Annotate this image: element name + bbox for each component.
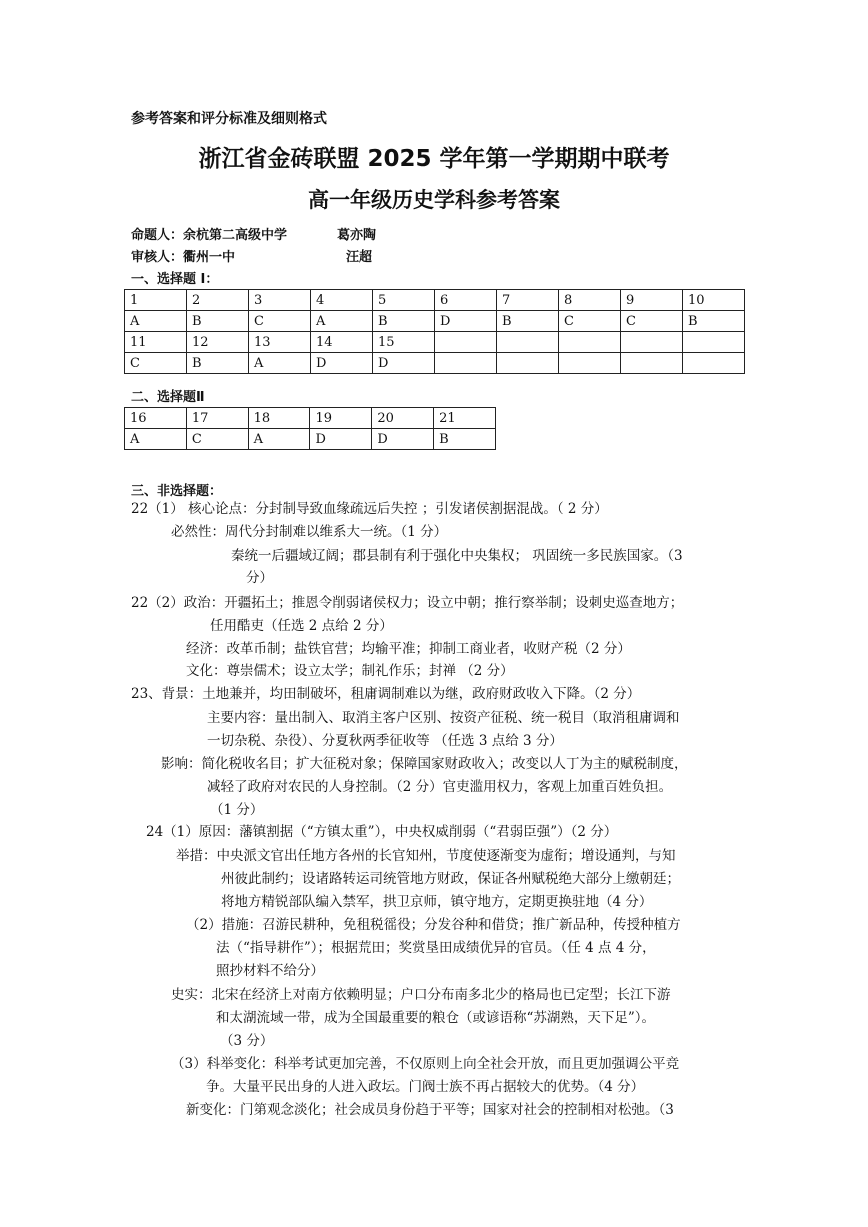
answer-table-2-cell: D bbox=[372, 429, 434, 450]
answer-table-1-cell bbox=[620, 353, 682, 374]
answer-line: （2）措施：召游民耕种，免租税徭役；分发谷种和借贷；推广新品种，传授种植方 bbox=[186, 917, 681, 933]
answer-line: 必然性：周代分封制难以维系大一统。（1 分） bbox=[171, 524, 448, 540]
answer-table-1-cell: D bbox=[373, 353, 435, 374]
answer-table-2-cell: B bbox=[434, 429, 496, 450]
answer-line: 任用酷吏（任选 2 点给 2 分） bbox=[210, 618, 393, 634]
answer-line: 将地方精锐部队编入禁军，拱卫京师，镇守地方，定期更换驻地（4 分） bbox=[221, 894, 653, 910]
answer-table-1-cell: 14 bbox=[311, 332, 373, 353]
answer-table-1-cell bbox=[620, 332, 682, 353]
section3-heading: 三、非选择题： bbox=[131, 484, 223, 499]
answer-table-1-cell: C bbox=[125, 353, 187, 374]
answer-line: 影响：简化税收名目；扩大征税对象；保障国家财政收入；改变以人丁为主的赋税制度， bbox=[161, 756, 688, 772]
answer-table-2-cell: 19 bbox=[310, 408, 372, 429]
answer-table-1-row bbox=[125, 332, 745, 353]
answer-table-1-cell bbox=[558, 353, 620, 374]
answer-table-1-cell: 5 bbox=[373, 290, 435, 311]
section2-heading: 二、选择题Ⅱ bbox=[131, 390, 205, 405]
answer-table-1-cell: 13 bbox=[249, 332, 311, 353]
answer-table-1 bbox=[124, 289, 745, 374]
answer-line: 州彼此制约；设诸路转运司统管地方财政，保证各州赋税绝大部分上缴朝廷； bbox=[221, 871, 680, 887]
answer-line: （3 分） bbox=[220, 1033, 274, 1049]
answer-line: 法（“指导耕作”）；根据荒田；奖赏垦田成绩优异的官员。（任 4 点 4 分， bbox=[216, 940, 656, 956]
answer-line: 经济：改革币制；盐铁官营；均输平准；抑制工商业者，收财产税（2 分） bbox=[186, 641, 631, 657]
answer-table-1-cell: 1 bbox=[125, 290, 187, 311]
answer-table-1-cell: 10 bbox=[682, 290, 744, 311]
answer-table-1-cell bbox=[682, 353, 744, 374]
answer-table-2-cell: C bbox=[186, 429, 248, 450]
page-subtitle: 高一年级历史学科参考答案 bbox=[308, 188, 560, 212]
answer-table-2 bbox=[124, 407, 496, 450]
answer-table-1-cell: 8 bbox=[558, 290, 620, 311]
section1-heading: 一、选择题 I： bbox=[131, 272, 219, 287]
setter-label: 命题人：余杭第二高级中学 bbox=[131, 228, 288, 243]
answer-table-1-cell: A bbox=[125, 311, 187, 332]
answer-line: （3）科举变化：科举考试更加完善，不仅原则上向全社会开放，而且更加强调公平竞 bbox=[171, 1056, 680, 1072]
answer-line: 争。大量平民出身的人进入政坛。门阀士族不再占据较大的优势。（4 分） bbox=[206, 1079, 645, 1095]
answer-table-2-cell: A bbox=[248, 429, 310, 450]
format-label: 参考答案和评分标准及细则格式 bbox=[131, 111, 327, 127]
answer-table-2-cell: D bbox=[310, 429, 372, 450]
answer-line: 22（1） 核心论点：分封制导致血缘疏远后失控 ；引发诸侯割据混战。（ 2 分） bbox=[131, 501, 608, 517]
setter-name: 葛亦陶 bbox=[337, 228, 377, 243]
answer-table-1-cell: 7 bbox=[496, 290, 558, 311]
page-title: 浙江省金砖联盟 2025 学年第一学期期中联考 bbox=[198, 146, 670, 172]
answer-table-1-cell: 2 bbox=[187, 290, 249, 311]
answer-line: 文化：尊崇儒术；设立太学；制礼作乐；封禅 （2 分） bbox=[186, 663, 514, 679]
answer-line: 秦统一后疆域辽阔；郡县制有利于强化中央集权； 巩固统一多民族国家。（3 bbox=[231, 548, 683, 564]
reviewer-name: 汪超 bbox=[346, 250, 373, 265]
answer-line: 新变化：门第观念淡化；社会成员身份趋于平等；国家对社会的控制相对松弛。（3 bbox=[186, 1102, 674, 1118]
answer-table-1-cell: 4 bbox=[311, 290, 373, 311]
answer-line: 23、背景：土地兼并，均田制破坏，租庸调制难以为继，政府财政收入下降。（2 分） bbox=[131, 686, 641, 702]
answer-line: 和太湖流域一带，成为全国最重要的粮仓（或谚语称“苏湖熟，天下足”）。 bbox=[216, 1010, 656, 1026]
answer-table-1-cell: B bbox=[187, 353, 249, 374]
answer-table-1-cell: A bbox=[311, 311, 373, 332]
answer-table-1-cell bbox=[435, 332, 497, 353]
answer-table-1-row bbox=[125, 290, 745, 311]
answer-table-1-cell bbox=[496, 353, 558, 374]
answer-table-1-row bbox=[125, 353, 745, 374]
answer-table-1-cell: 11 bbox=[125, 332, 187, 353]
answer-line: 减轻了政府对农民的人身控制。（2 分）官吏滥用权力，客观上加重百姓负担。 bbox=[207, 779, 673, 795]
answer-table-1-cell: C bbox=[558, 311, 620, 332]
answer-table-1-cell: 12 bbox=[187, 332, 249, 353]
answer-table-2-cell: 21 bbox=[434, 408, 496, 429]
answer-table-1-row bbox=[125, 311, 745, 332]
answer-table-2-cell: 16 bbox=[125, 408, 187, 429]
answer-line: 22（2）政治：开疆拓土；推恩令削弱诸侯权力；设立中朝；推行察举制；设刺史巡查地方； bbox=[131, 595, 684, 611]
answer-table-1-cell: 9 bbox=[620, 290, 682, 311]
answer-line: 24（1）原因：藩镇割据（“方镇太重”），中央权威削弱（“君弱臣强”）（2 分） bbox=[146, 824, 618, 840]
answer-table-1-cell: B bbox=[187, 311, 249, 332]
answer-line: 一切杂税、杂役）、分夏秋两季征收等 （任选 3 点给 3 分） bbox=[207, 733, 563, 749]
answer-table-1-cell: 3 bbox=[249, 290, 311, 311]
answer-table-1-cell bbox=[435, 353, 497, 374]
answer-table-1-cell: C bbox=[620, 311, 682, 332]
answer-table-1-cell: D bbox=[311, 353, 373, 374]
answer-line: 史实：北宋在经济上对南方依赖明显；户口分布南多北少的格局也已定型；长江下游 bbox=[171, 987, 671, 1003]
answer-line: 照抄材料不给分） bbox=[216, 963, 324, 979]
answer-table-2-row bbox=[125, 408, 496, 429]
answer-table-1-cell bbox=[496, 332, 558, 353]
answer-table-1-cell: B bbox=[373, 311, 435, 332]
answer-line: 举措：中央派文官出任地方各州的长官知州，节度使逐渐变为虚衔；增设通判，与知 bbox=[176, 848, 676, 864]
answer-table-2-cell: A bbox=[125, 429, 187, 450]
answer-table-2-row bbox=[125, 429, 496, 450]
answer-table-2-cell: 18 bbox=[248, 408, 310, 429]
answer-table-1-cell bbox=[558, 332, 620, 353]
answer-line: （1 分） bbox=[210, 802, 264, 818]
answer-table-2-cell: 20 bbox=[372, 408, 434, 429]
answer-table-1-cell: B bbox=[682, 311, 744, 332]
answer-table-1-cell: B bbox=[496, 311, 558, 332]
answer-table-1-cell: C bbox=[249, 311, 311, 332]
answer-table-1-cell: 15 bbox=[373, 332, 435, 353]
answer-table-2-cell: 17 bbox=[186, 408, 248, 429]
reviewer-label: 审核人：衢州一中 bbox=[131, 250, 236, 265]
answer-line: 分） bbox=[246, 570, 273, 586]
answer-line: 主要内容：量出制入、取消主客户区别、按资产征税、统一税目（取消租庸调和 bbox=[207, 710, 680, 726]
answer-table-1-cell: 6 bbox=[435, 290, 497, 311]
answer-table-1-cell bbox=[682, 332, 744, 353]
answer-table-1-cell: D bbox=[435, 311, 497, 332]
answer-table-1-cell: A bbox=[249, 353, 311, 374]
